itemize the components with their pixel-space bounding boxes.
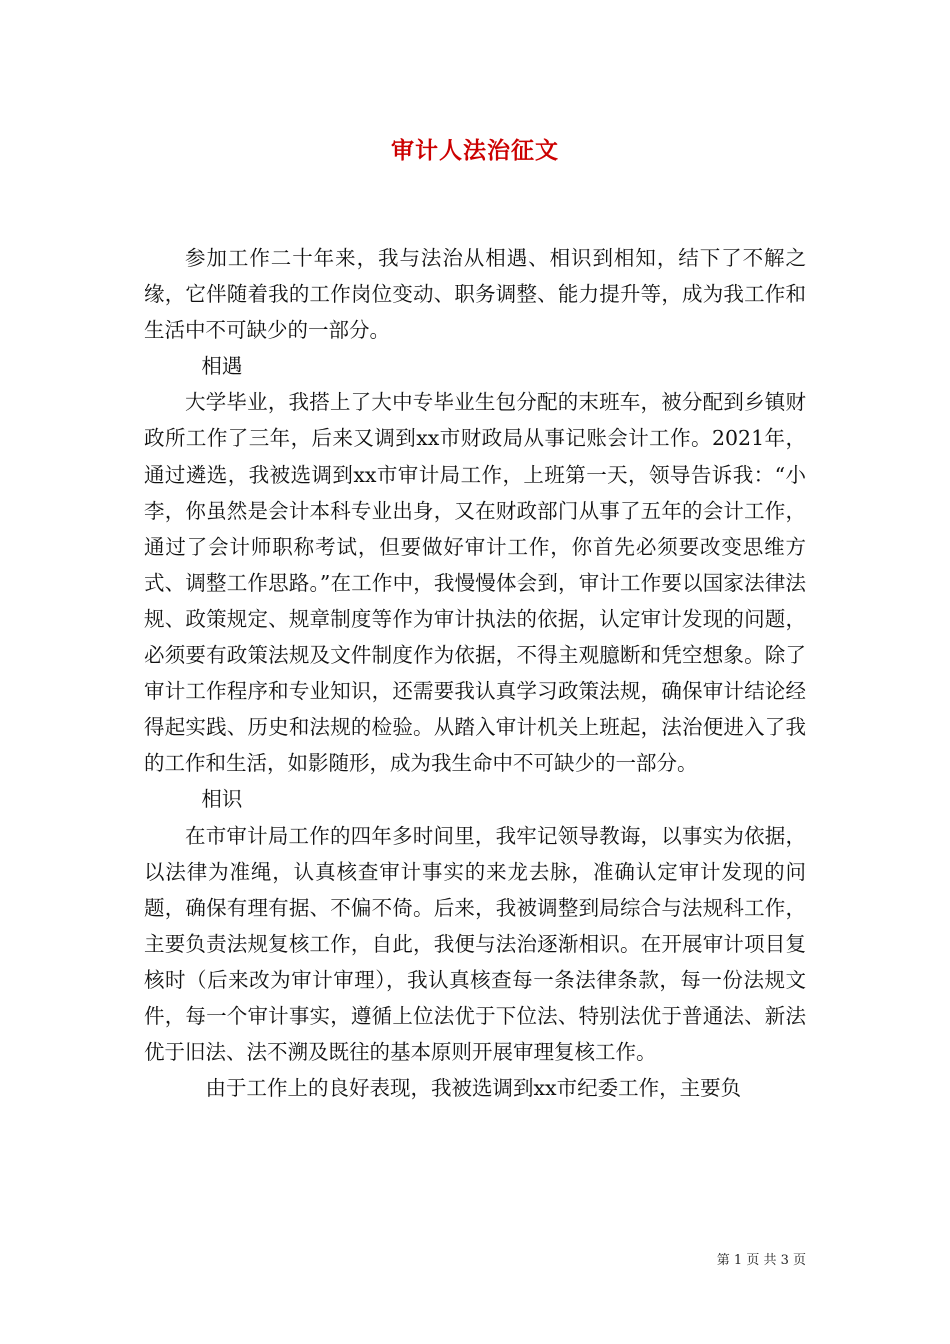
document-body	[144, 240, 806, 1106]
section-heading-xiangshi: 相识	[201, 787, 243, 812]
paragraph-xiangyu: 大学毕业，我搭上了大中专毕业生包分配的末班车，被分配到乡镇财政所工作了三年，后来又调到xx市财政局从事记账会计工作。2021年，通过遴选，我被选调到xx市审计局工作，上班第一天，领导告诉我：“小李，你虽然是会计本科专业出身，又在财政部门从事了五年的会计工作，通过了会计师职称考试，但要做好审计工作，你首先必须要改变思维方式、调整工作思路。”在工作中，我慢慢体会到，审计工作要以国家法律法规、政策规定、规章制度等作为审计执法的依据，认定审计发现的问题，必须要有政策法规及文件制度作为依据，不得主观臆断和凭空想象。除了审计工作程序和专业知识，还需要我认真学习政策法规，确保审计结论经得起实践、历史和法规的检验。从踏入审计机关上班起，法治便进入了我的工作和生活，如影随形，成为我生命中不可缺少的一部分。	[144, 390, 806, 776]
page-number-footer: 第 1 页 共 3 页	[716, 1253, 806, 1268]
paragraph-continued: 由于工作上的良好表现，我被选调到xx市纪委工作，主要负	[205, 1076, 742, 1101]
document-title: 审计人法治征文	[391, 137, 559, 164]
paragraph-intro: 参加工作二十年来，我与法治从相遇、相识到相知，结下了不解之缘，它伴随着我的工作岗位变动、职务调整、能力提升等，成为我工作和生活中不可缺少的一部分。	[144, 246, 806, 343]
paragraph-xiangshi: 在市审计局工作的四年多时间里，我牢记领导教诲，以事实为依据，以法律为准绳，认真核查审计事实的来龙去脉，准确认定审计发现的问题，确保有理有据、不偏不倚。后来，我被调整到局综合与法规科工作，主要负责法规复核工作，自此，我便与法治逐渐相识。在开展审计项目复核时（后来改为审计审理），我认真核查每一条法律条款，每一份法规文件，每一个审计事实，遵循上位法优于下位法、特别法优于普通法、新法优于旧法、法不溯及既往的基本原则开展审理复核工作。	[144, 823, 806, 1065]
section-heading-xiangyu: 相遇	[201, 354, 243, 379]
